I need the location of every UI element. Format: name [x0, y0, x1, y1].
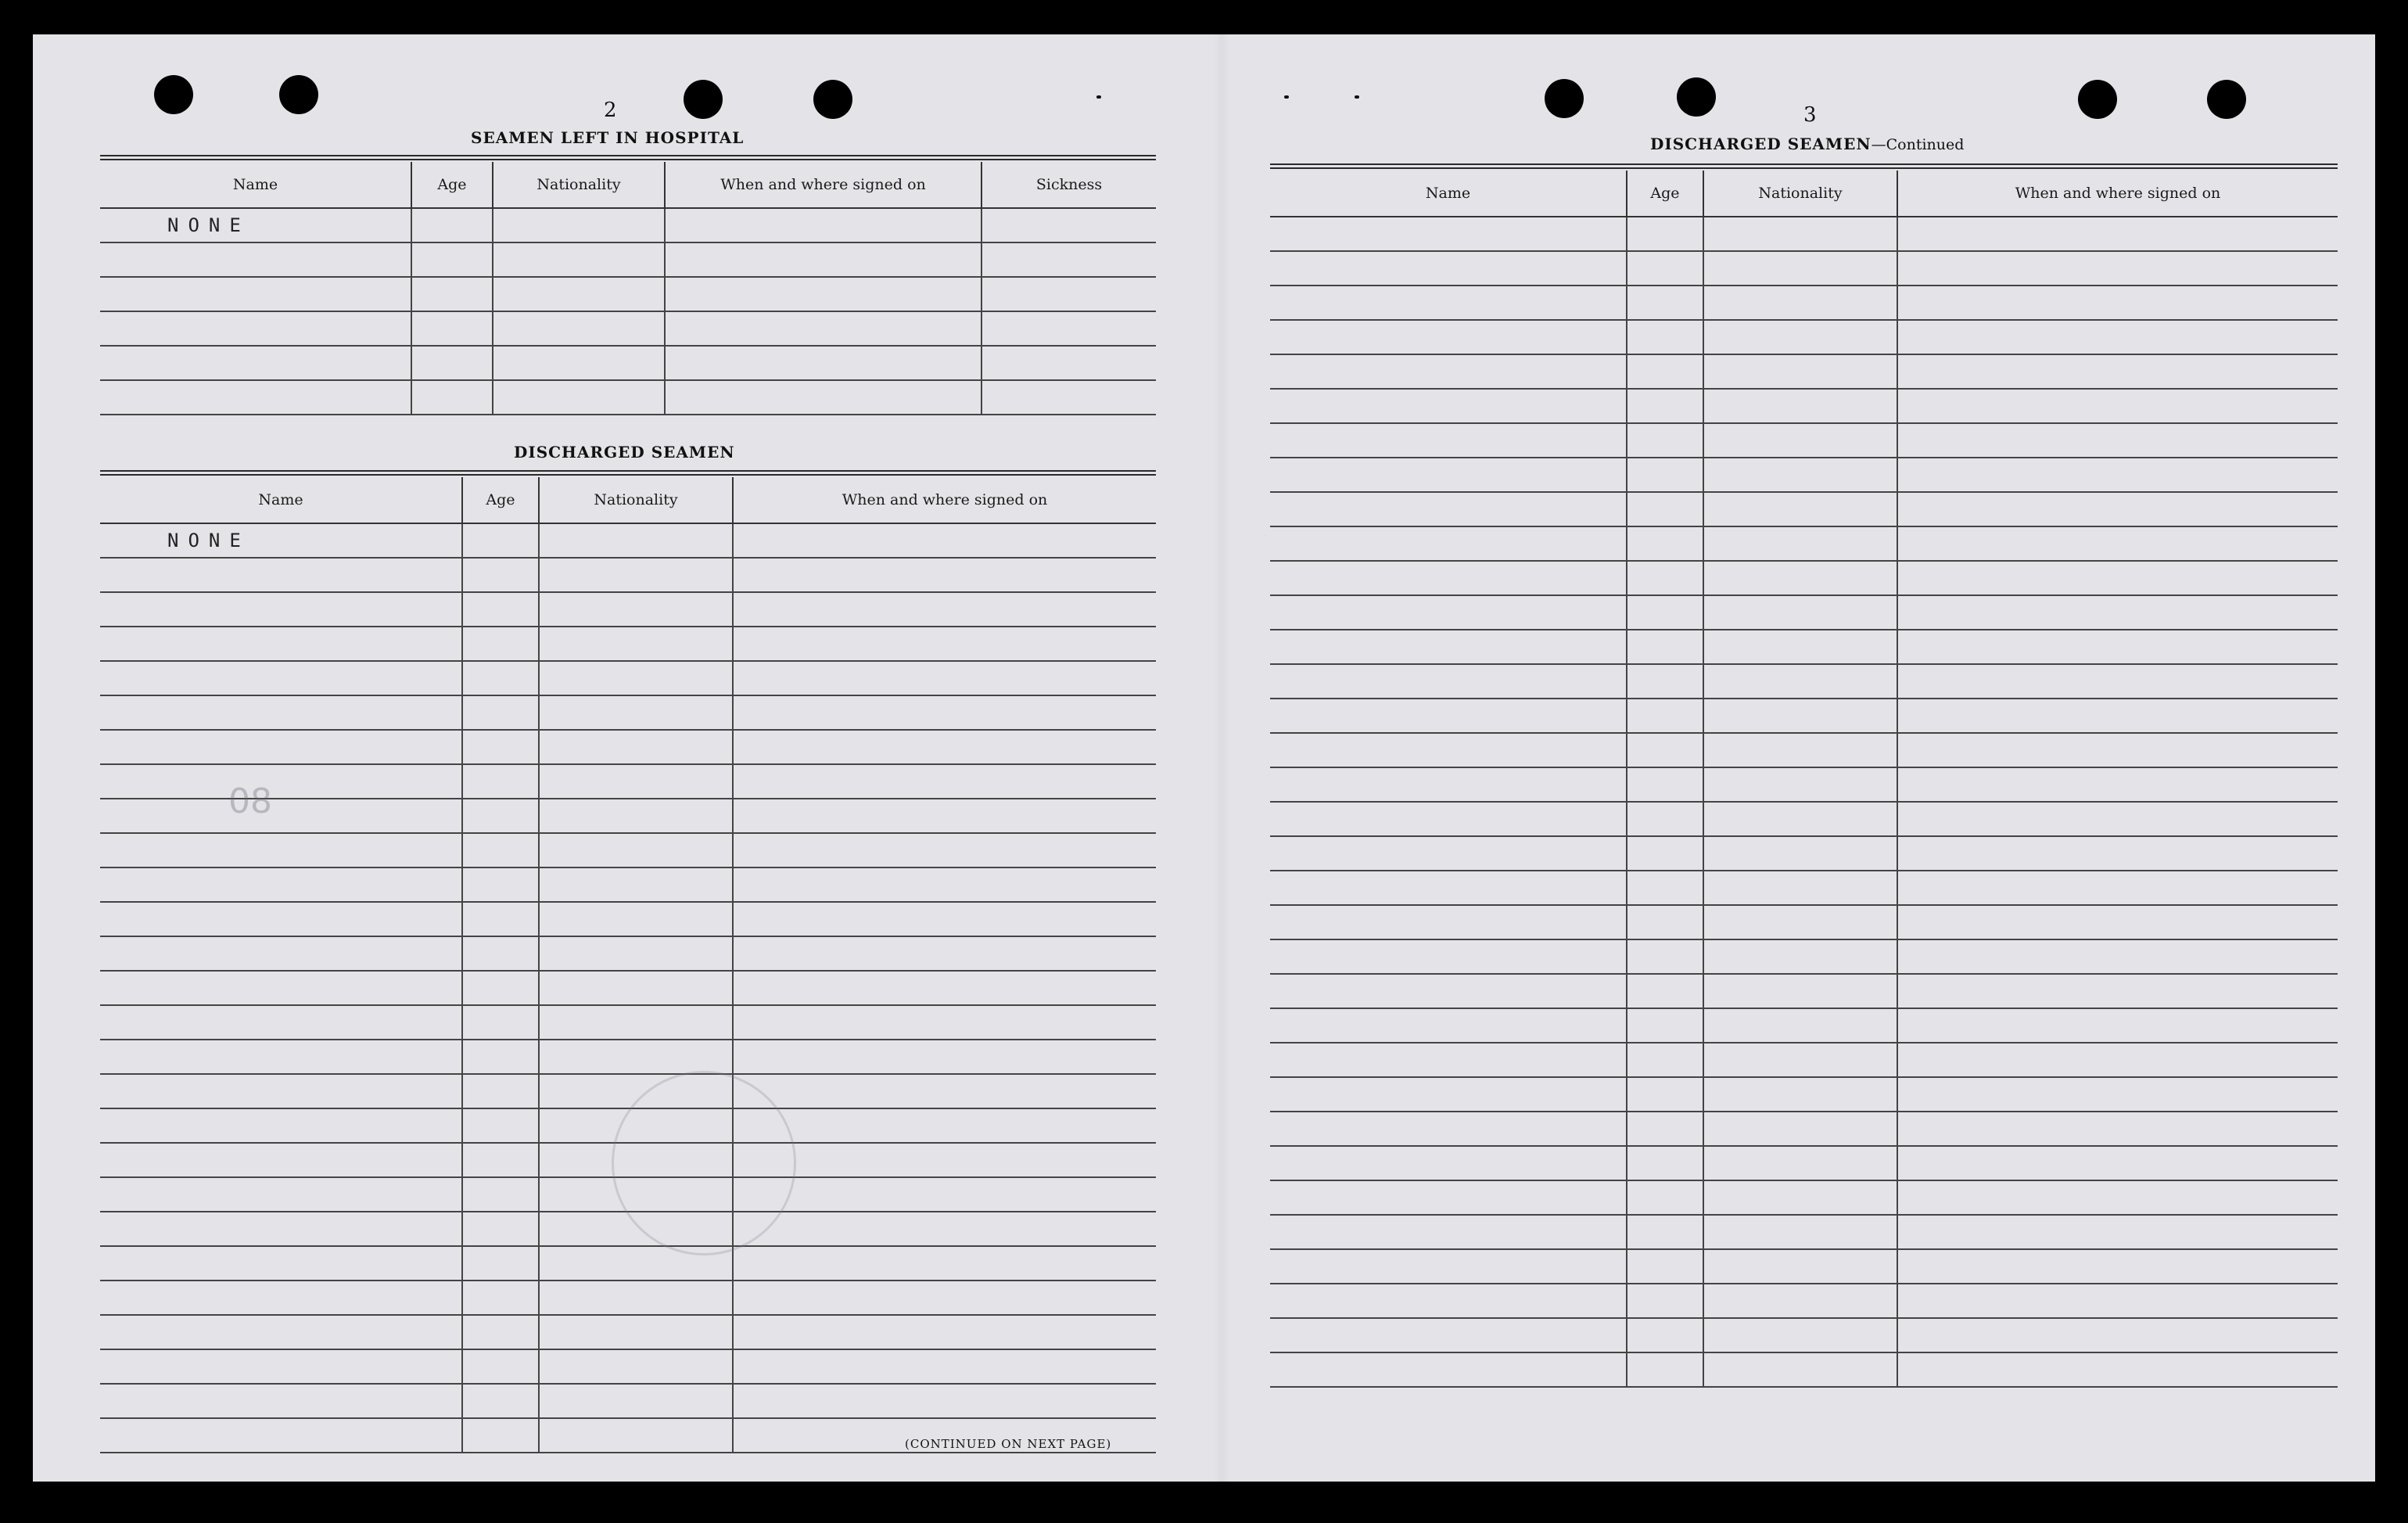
col-header-sickness: Sickness — [982, 162, 1156, 208]
table-row — [100, 695, 1156, 730]
typed-entry: NONE — [100, 208, 411, 242]
table-row — [1270, 664, 2338, 699]
col-header-age: Age — [1627, 171, 1703, 217]
table-row — [1270, 217, 2338, 251]
table-row — [1270, 1180, 2338, 1215]
table-row — [1270, 389, 2338, 423]
table-row — [100, 592, 1156, 627]
continued-note: (CONTINUED ON NEXT PAGE) — [905, 1437, 1112, 1451]
table-row — [1270, 836, 2338, 871]
table-row — [100, 1315, 1156, 1349]
col-header-signed-on: When and where signed on — [1897, 171, 2338, 217]
table-row — [100, 902, 1156, 936]
table-row — [1270, 733, 2338, 767]
title-main: DISCHARGED SEAMEN — [1650, 135, 1871, 153]
faint-smudge: 08 — [228, 781, 272, 821]
discharged-section-title: DISCHARGED SEAMEN — [514, 443, 735, 462]
table-row — [100, 730, 1156, 764]
table-row — [100, 971, 1156, 1005]
table-row — [1270, 423, 2338, 458]
document-sheet — [33, 34, 2375, 1482]
table-row — [1270, 939, 2338, 974]
col-header-nationality: Nationality — [493, 162, 665, 208]
table-row — [100, 1281, 1156, 1315]
table-row — [100, 833, 1156, 867]
hospital-header-row — [100, 162, 1156, 208]
continued-header-row — [1270, 171, 2338, 217]
table-row — [1270, 905, 2338, 939]
table-row — [100, 523, 1156, 558]
col-header-age: Age — [411, 162, 493, 208]
table-row — [100, 936, 1156, 971]
table-row — [1270, 595, 2338, 630]
table-row — [1270, 1352, 2338, 1387]
page-fold — [1214, 34, 1229, 1482]
col-header-name: Name — [100, 477, 462, 523]
table-row — [1270, 630, 2338, 664]
table-row — [1270, 526, 2338, 561]
discharged-continued-title — [1650, 135, 1964, 153]
table-row — [1270, 1318, 2338, 1352]
table-row — [100, 867, 1156, 902]
table-row — [1270, 354, 2338, 389]
table-row — [1270, 286, 2338, 320]
discharged-table — [100, 477, 1156, 1453]
table-row — [100, 1246, 1156, 1281]
table-row — [1270, 492, 2338, 526]
table-row — [1270, 1077, 2338, 1112]
discharged-header-row — [100, 477, 1156, 523]
page-number: 3 — [1803, 103, 1817, 127]
col-header-name: Name — [1270, 171, 1627, 217]
table-row — [100, 1040, 1156, 1074]
table-row — [100, 661, 1156, 695]
table-row — [1270, 1284, 2338, 1318]
table-row — [1270, 1112, 2338, 1146]
table-row — [1270, 802, 2338, 836]
table-row — [1270, 974, 2338, 1008]
table-row — [1270, 699, 2338, 733]
table-row — [100, 1074, 1156, 1108]
table-row — [1270, 871, 2338, 905]
col-header-age: Age — [462, 477, 539, 523]
table-row — [100, 346, 1156, 380]
table-row — [100, 558, 1156, 592]
table-row — [100, 208, 1156, 242]
table-row — [1270, 1249, 2338, 1284]
table-row — [100, 242, 1156, 277]
right-page — [1237, 34, 2375, 1482]
table-row — [100, 1384, 1156, 1418]
discharged-top-rule — [100, 470, 1156, 476]
table-row — [1270, 561, 2338, 595]
table-row — [1270, 458, 2338, 492]
table-row — [1270, 1146, 2338, 1180]
table-row — [100, 1349, 1156, 1384]
table-row — [100, 1005, 1156, 1040]
col-header-signed-on: When and where signed on — [665, 162, 982, 208]
title-suffix: —Continued — [1871, 136, 1965, 153]
hospital-section-title: SEAMEN LEFT IN HOSPITAL — [471, 128, 745, 147]
hospital-top-rule — [100, 155, 1156, 160]
table-row — [1270, 251, 2338, 286]
table-row — [100, 380, 1156, 415]
discharged-continued-table — [1270, 171, 2338, 1388]
col-header-signed-on: When and where signed on — [733, 477, 1156, 523]
col-header-name: Name — [100, 162, 411, 208]
table-row — [100, 311, 1156, 346]
typed-entry: NONE — [100, 523, 462, 558]
col-header-nationality: Nationality — [539, 477, 733, 523]
table-row — [1270, 320, 2338, 354]
table-row — [1270, 1215, 2338, 1249]
faded-stamp — [612, 1071, 796, 1255]
table-row — [1270, 1008, 2338, 1043]
table-row — [100, 277, 1156, 311]
table-row — [1270, 1043, 2338, 1077]
table-row — [100, 627, 1156, 661]
table-row — [1270, 767, 2338, 802]
continued-top-rule — [1270, 163, 2338, 169]
hospital-table — [100, 162, 1156, 415]
col-header-nationality: Nationality — [1703, 171, 1897, 217]
page-number: 2 — [604, 99, 617, 122]
left-page — [33, 34, 1206, 1482]
